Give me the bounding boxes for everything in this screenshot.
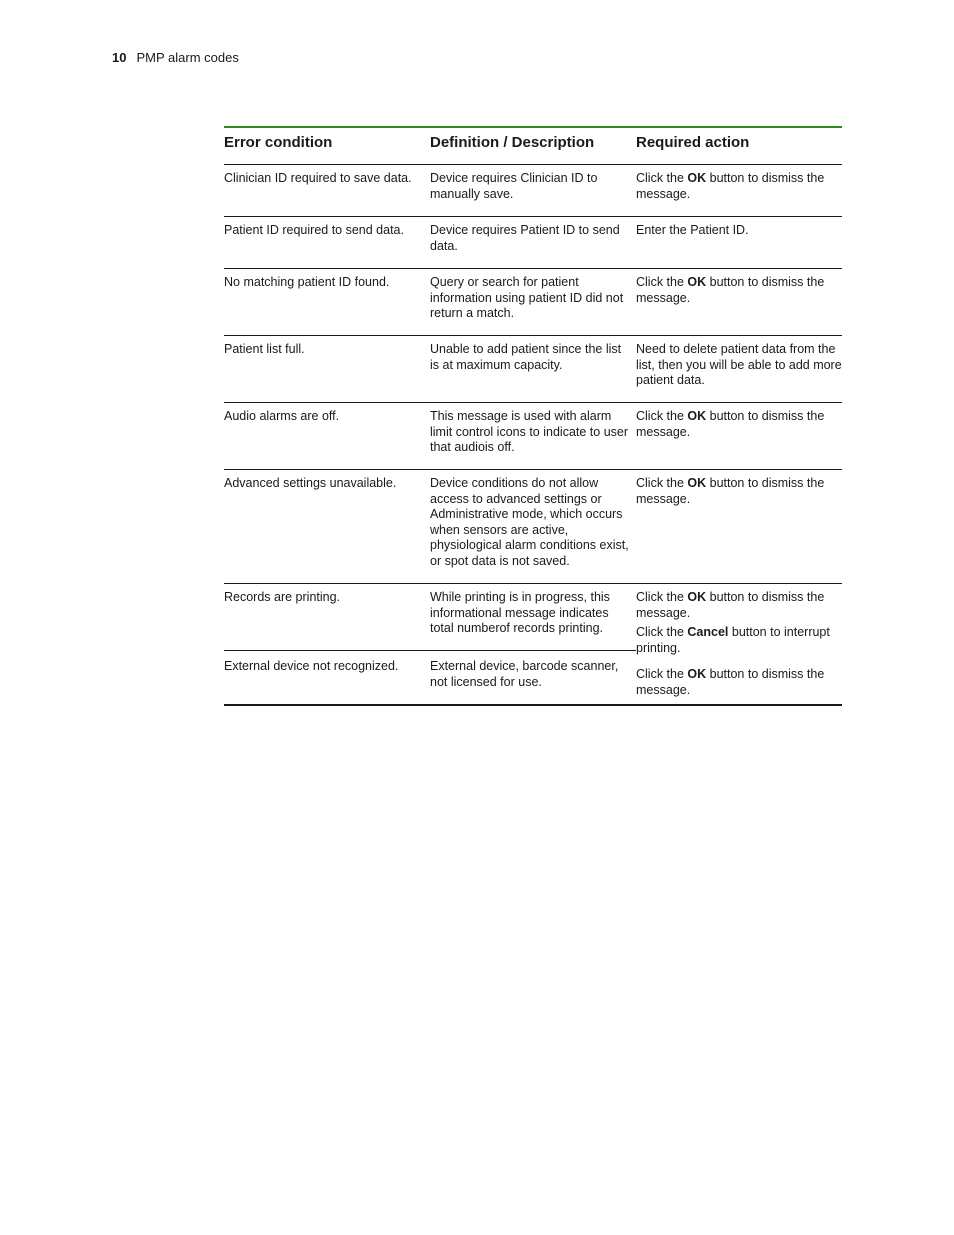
table-header-row	[224, 128, 842, 165]
table-row	[224, 269, 842, 336]
action-text: Click the	[636, 275, 688, 289]
required-action-cell	[636, 409, 842, 469]
action-text: Click the	[636, 667, 688, 681]
action-text: button to dismiss the message.	[636, 476, 825, 506]
column-header-required-action: Required action	[636, 134, 750, 151]
action-paragraph	[636, 342, 842, 389]
required-action-cell	[636, 223, 842, 268]
table-row	[224, 470, 842, 584]
error-condition-cell: Patient list full.	[224, 342, 305, 356]
required-action-cell	[636, 275, 842, 335]
error-condition-cell: Advanced settings unavailable.	[224, 476, 397, 490]
action-paragraph	[636, 275, 842, 306]
description-cell: Device requires Patient ID to send data.	[430, 223, 620, 253]
page-number: 10	[112, 50, 127, 65]
action-paragraph	[636, 667, 842, 698]
error-condition-cell: Patient ID required to send data.	[224, 223, 404, 237]
table-row	[224, 584, 842, 655]
action-button-name: OK	[687, 476, 707, 490]
required-action-cell	[636, 342, 842, 402]
action-text: button to dismiss the message.	[636, 667, 825, 697]
action-paragraph	[636, 171, 842, 202]
action-button-name: Cancel	[687, 625, 729, 640]
required-action-cell	[636, 476, 842, 583]
action-text: Need to delete patient data from the list, then you will be able to add more patient data.	[636, 342, 842, 388]
action-button-name: OK	[687, 171, 707, 185]
page-header	[112, 50, 239, 66]
description-cell: Device requires Clinician ID to manually save.	[430, 171, 598, 201]
action-button-name: OK	[687, 409, 707, 423]
action-text: Click the	[636, 409, 688, 423]
description-cell: While printing is in progress, this informational message indicates total numberof records printing.	[430, 590, 610, 636]
description-cell: External device, barcode scanner, not licensed for use.	[430, 659, 619, 689]
action-text: button to dismiss the message.	[636, 590, 825, 620]
action-button-name: OK	[687, 275, 707, 289]
required-action-cell	[636, 590, 842, 655]
action-text: Enter the Patient ID.	[636, 223, 749, 237]
column-header-description: Definition / Description	[430, 134, 595, 151]
error-condition-cell: Records are printing.	[224, 590, 341, 604]
column-header-error-condition: Error condition	[224, 134, 333, 151]
action-text: button to dismiss the message.	[636, 275, 825, 305]
error-condition-cell: Clinician ID required to save data.	[224, 171, 412, 185]
description-cell: Unable to add patient since the list is at maximum capacity.	[430, 342, 622, 372]
section-title: PMP alarm codes	[136, 50, 239, 65]
action-text: button to dismiss the message.	[636, 171, 825, 201]
action-paragraph	[636, 590, 842, 621]
action-paragraph	[636, 476, 842, 507]
description-cell: Query or search for patient information using patient ID did not return a match.	[430, 275, 624, 321]
action-button-name: OK	[687, 590, 707, 604]
action-text: button to interrupt printing.	[636, 625, 830, 655]
description-cell: This message is used with alarm limit control icons to indicate to user that audiois off.	[430, 409, 629, 455]
required-action-cell	[636, 659, 842, 704]
description-cell: Device conditions do not allow access to advanced settings or Administrative mode, which occurs when sensors are active, physiological alarm conditions exist, or spot data is not saved.	[430, 476, 629, 568]
table-row	[224, 217, 842, 269]
action-button-name: OK	[687, 667, 707, 681]
action-text: Click the	[636, 171, 688, 185]
action-text: Click the	[636, 476, 688, 490]
error-condition-cell: No matching patient ID found.	[224, 275, 390, 289]
action-text: button to dismiss the message.	[636, 409, 825, 439]
table-row	[224, 165, 842, 217]
action-text: Click the	[636, 625, 688, 640]
action-paragraph	[636, 223, 842, 239]
error-condition-cell: Audio alarms are off.	[224, 409, 340, 423]
action-paragraph	[636, 409, 842, 440]
required-action-cell	[636, 171, 842, 216]
table-row	[224, 403, 842, 470]
table-row	[224, 336, 842, 403]
alarm-codes-table	[224, 126, 842, 706]
action-text: Click the	[636, 590, 688, 604]
error-condition-cell: External device not recognized.	[224, 659, 399, 673]
table-row	[224, 651, 842, 706]
